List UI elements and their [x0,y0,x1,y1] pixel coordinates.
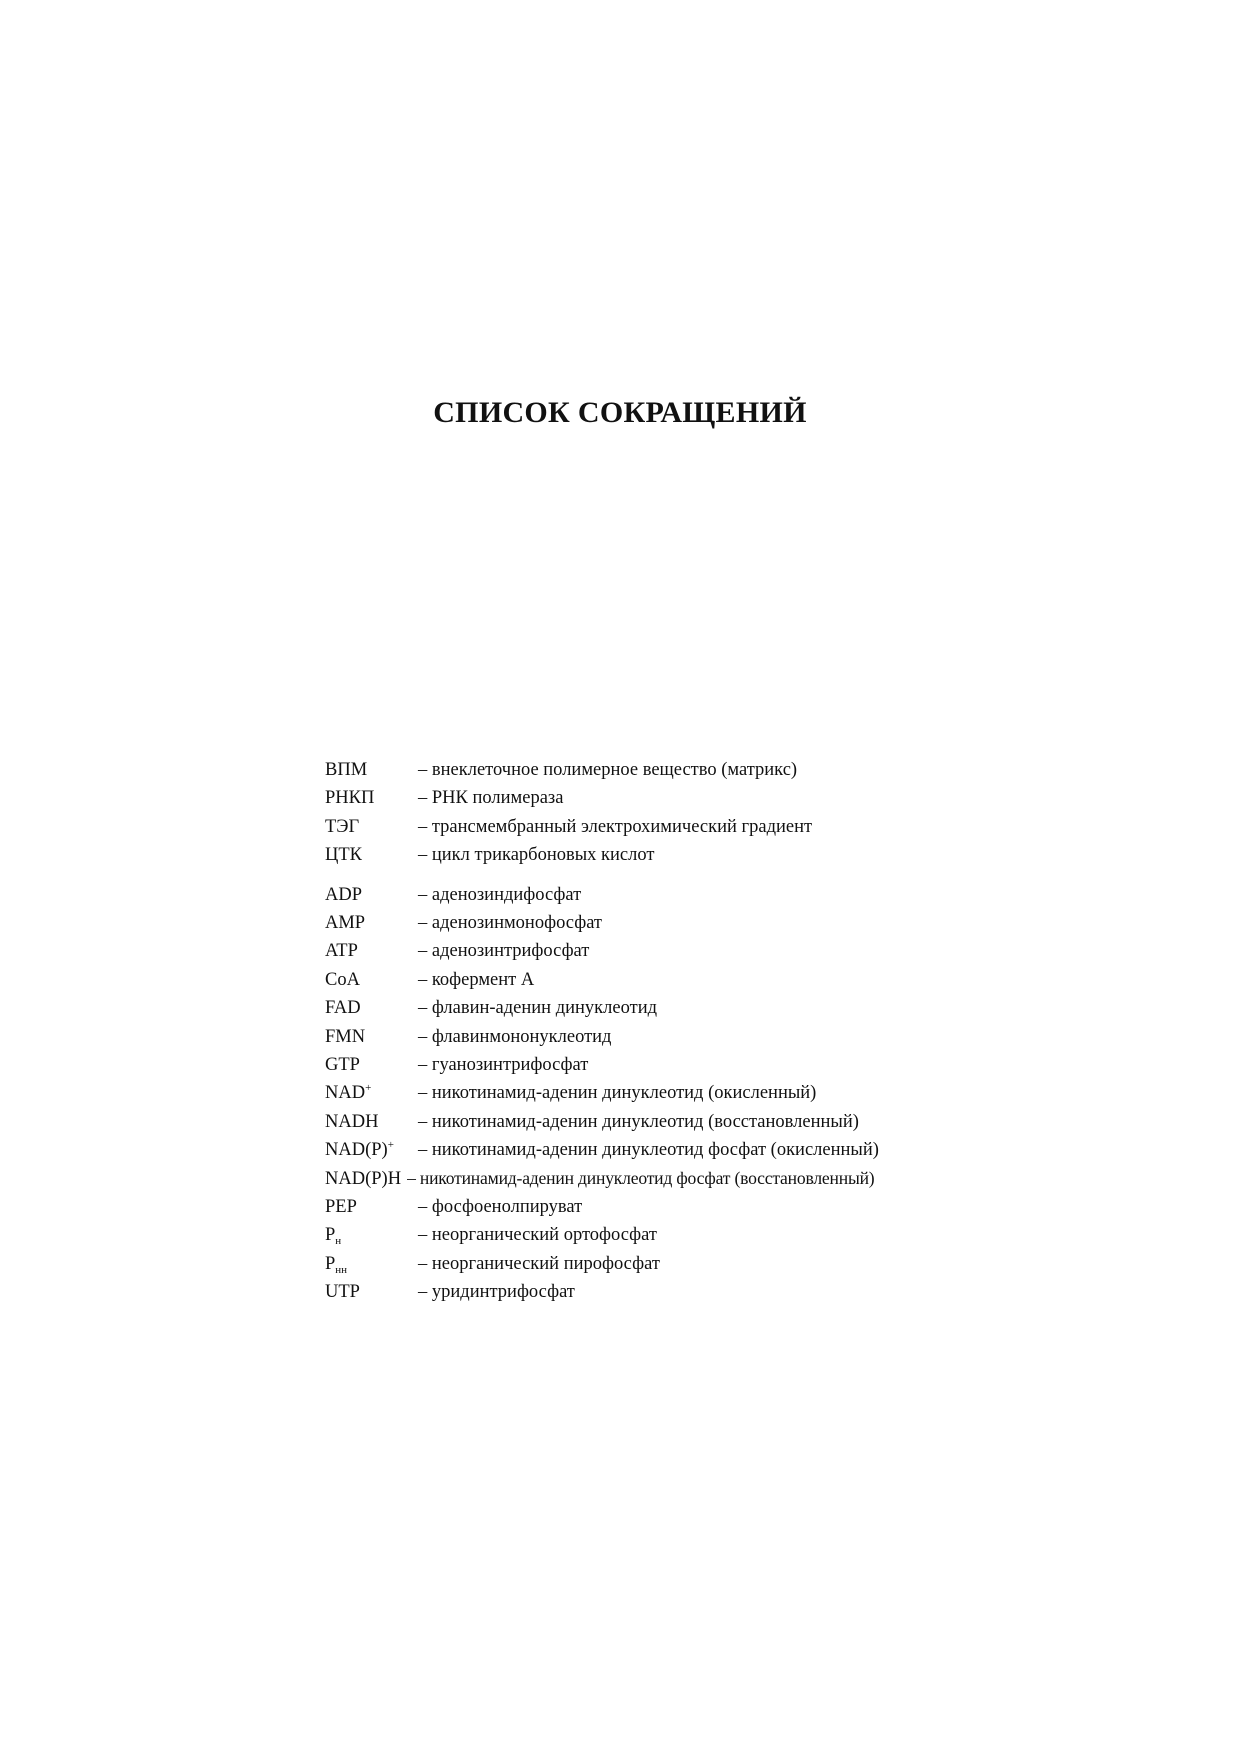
abbreviation-term: ADP [325,884,363,905]
list-item [325,1254,965,1282]
abbreviation-definition: – аденозинтрифосфат [418,941,590,962]
abbreviation-term: NAD+ [325,1082,372,1104]
abbreviation-definition: – неорганический пирофосфат [418,1253,660,1274]
abbreviation-definition: – никотинамид-аденин динуклеотид (окисленный) [418,1083,817,1104]
abbreviation-term: AMP [325,912,366,933]
abbreviation-definition: – кофермент А [418,969,535,990]
page-title: СПИСОК СОКРАЩЕНИЙ [433,396,807,429]
list-item [325,1225,965,1253]
list-item [325,941,965,969]
abbreviation-term: $P_{нн}$ [325,1253,348,1276]
list-item [325,998,965,1026]
abbreviation-definition: – трансмембранный электрохимический градиент [418,816,813,837]
list-item [325,1112,965,1140]
abbreviation-term: PEP [325,1196,357,1217]
abbreviation-term: NAD(P)+ [325,1139,394,1161]
abbreviation-definition: – неорганический ортофосфат [418,1225,657,1246]
list-item [325,885,965,913]
abbreviation-term: UTP [325,1282,360,1303]
abbreviation-definition: – аденозинмонофосфат [418,912,603,933]
abbreviation-definition: – флавинмононуклеотид [418,1026,612,1047]
abbreviation-term: NAD(P)H [325,1169,402,1190]
abbreviation-definition: – РНК полимераза [418,788,564,809]
list-item [325,1197,965,1225]
abbreviation-definition: – цикл трикарбоновых кислот [418,845,655,866]
abbreviation-definition: – никотинамид-аденин динуклеотид фосфат (восстановленный) [407,1168,875,1189]
abbreviation-term: ТЭГ [325,816,360,837]
abbreviation-definition: – уридинтрифосфат [418,1282,575,1303]
abbreviation-term: РНКП [325,788,375,809]
abbreviation-definition: – никотинамид-аденин динуклеотид (восстановленный) [418,1111,859,1132]
list-item [325,788,965,816]
abbreviation-definition: – фосфоенолпируват [418,1196,583,1217]
abbreviation-list [325,760,965,1310]
list-item [325,1168,965,1196]
abbreviation-term: NADH [325,1111,379,1132]
list-item [325,1083,965,1111]
list-item [325,845,965,873]
abbreviation-term: ЦТК [325,845,362,866]
abbreviation-definition: – никотинамид-аденин динуклеотид фосфат (окисленный) [418,1140,879,1161]
abbreviation-definition: – внеклеточное полимерное вещество (матрикс) [418,760,798,780]
list-item [325,1140,965,1168]
abbreviation-term: GTP [325,1054,360,1075]
abbreviation-term: ВПМ [325,760,368,780]
abbreviation-definition: – гуанозинтрифосфат [418,1054,589,1075]
abbreviation-definition: – аденозиндифосфат [418,884,582,905]
list-item [325,1282,965,1310]
list-item [325,1055,965,1083]
abbreviation-definition: – флавин-аденин динуклеотид [418,998,658,1019]
list-item [325,817,965,845]
abbreviation-term: $P_н$ [325,1225,342,1248]
abbreviation-term: FMN [325,1026,366,1047]
abbreviation-term: ATP [325,941,358,962]
list-item [325,1027,965,1055]
list-item [325,760,965,788]
list-item [325,913,965,941]
abbreviation-term: CoA [325,969,360,990]
list-item [325,970,965,998]
abbreviation-term: FAD [325,998,361,1019]
